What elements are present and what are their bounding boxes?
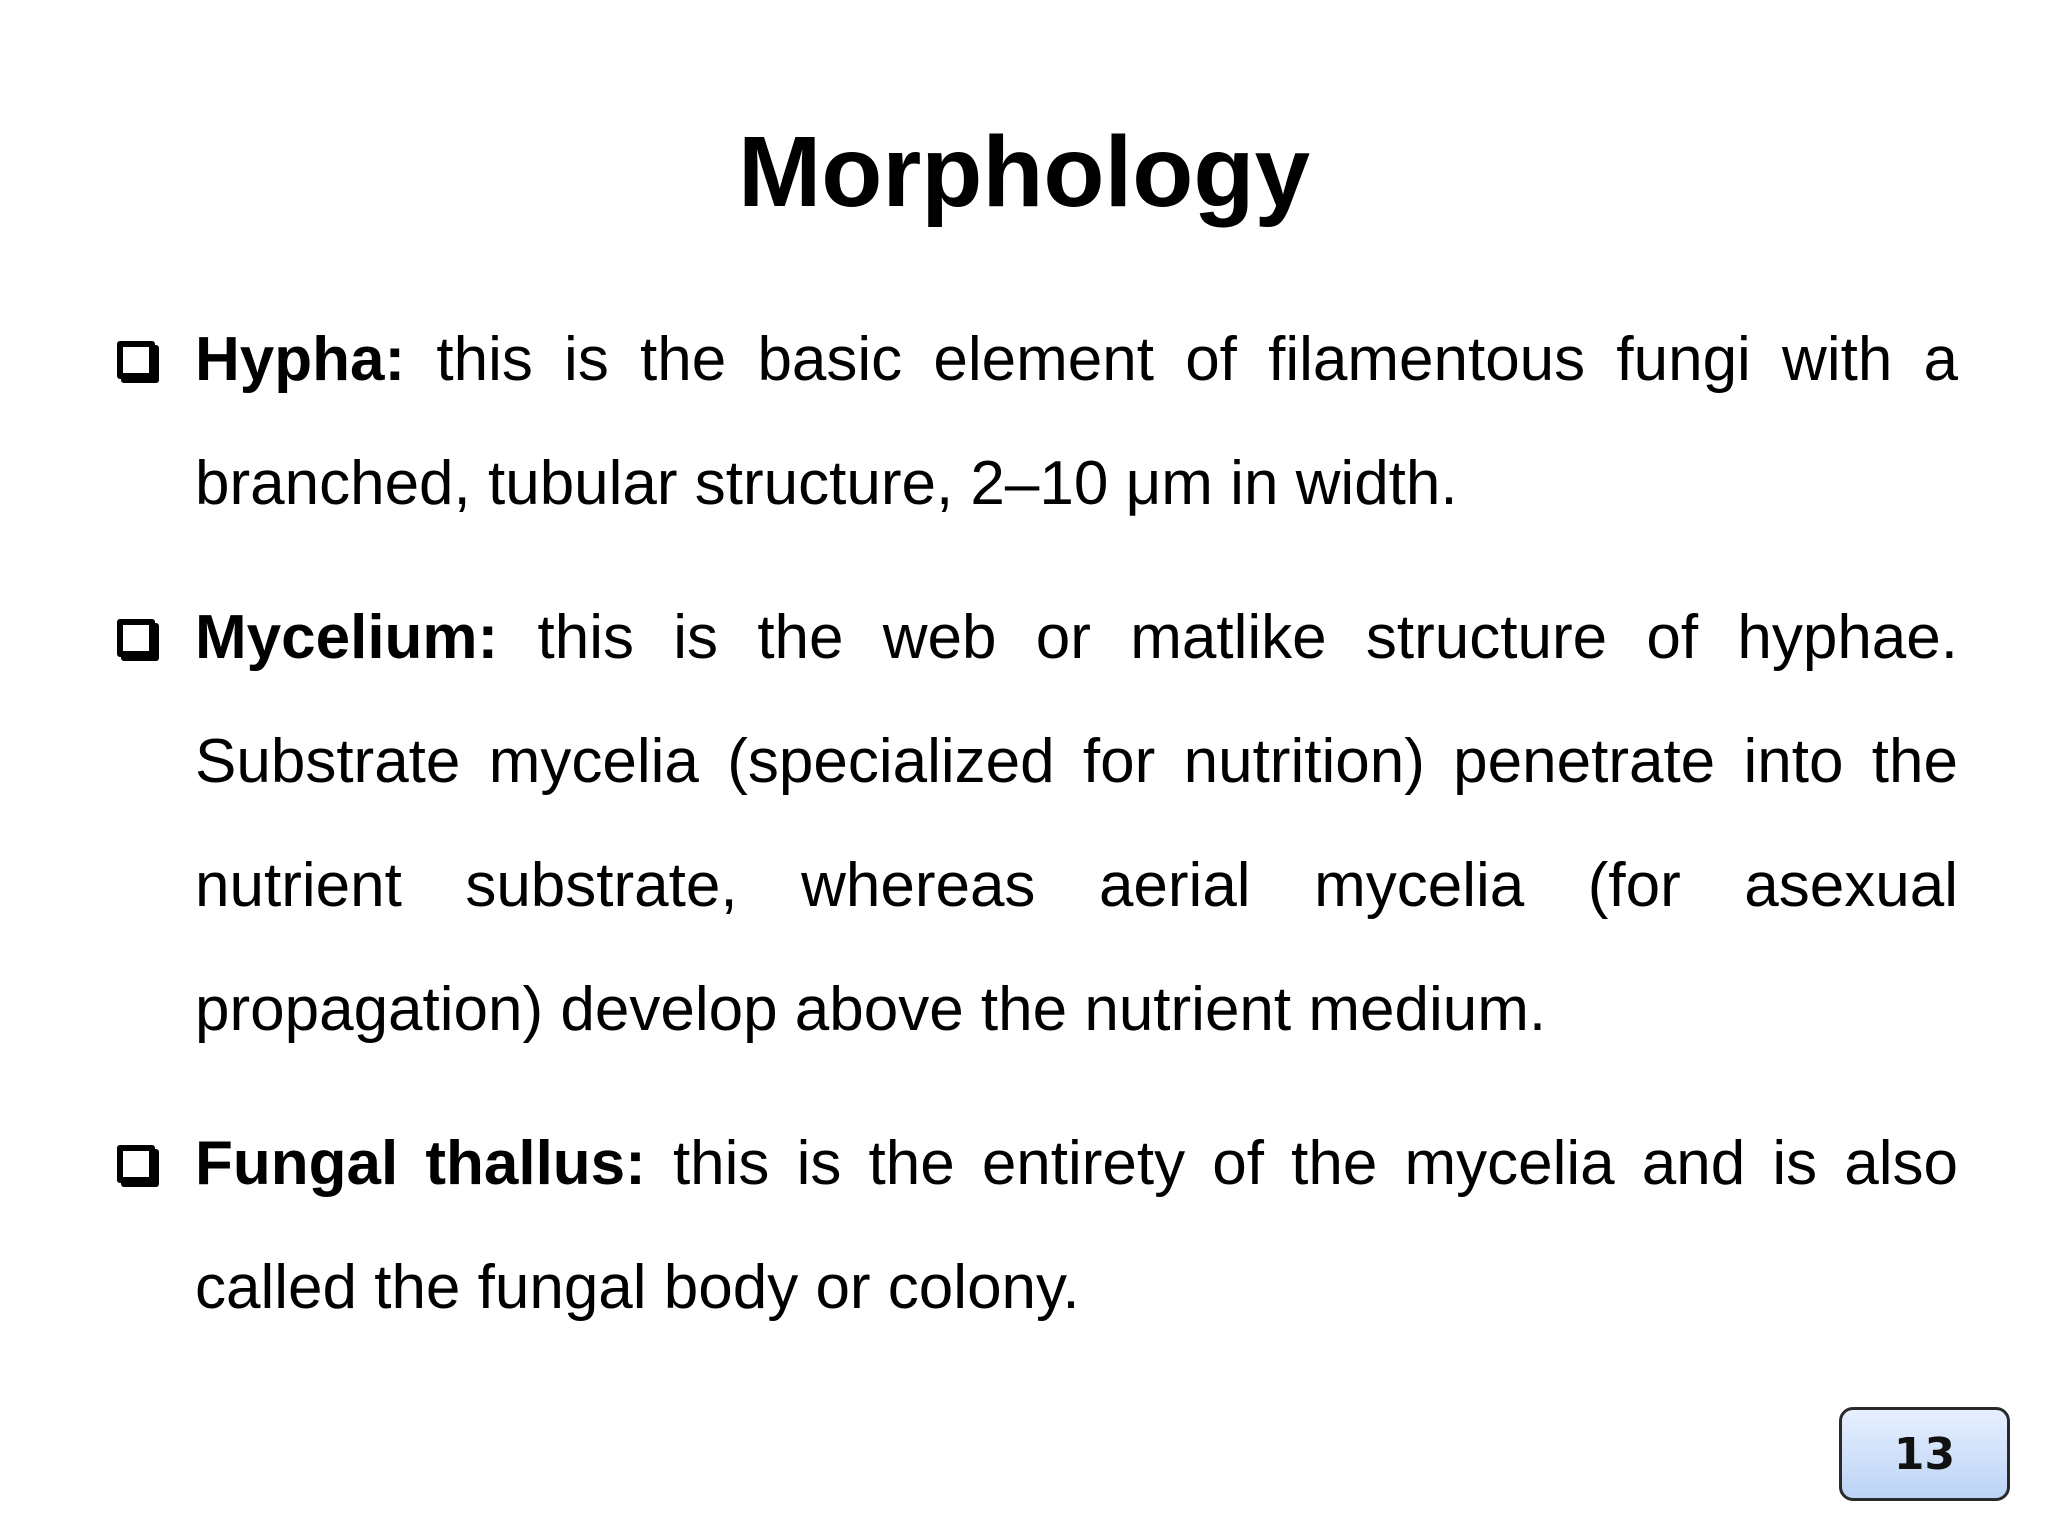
bullet-term: Fungal thallus:	[195, 1129, 646, 1198]
bullet-text: this is the web or matlike structure of hyphae. Substrate mycelia (specialized for nutrition) penetrate into the nutrient substrate, whereas aerial mycelia (for asexual propagation) develop above the nutrient medium.	[195, 603, 1958, 1044]
bullet-text: this is the basic element of filamentous fungi with a branched, tubular structure, 2–10 μm in width.	[195, 325, 1958, 518]
bullet-item-fungal-thallus	[115, 1102, 1958, 1350]
bullet-item-mycelium	[115, 576, 1958, 1072]
checkbox-bullet-icon	[117, 619, 155, 657]
bullet-list	[115, 298, 1958, 1380]
bullet-term: Mycelium:	[195, 603, 499, 672]
checkbox-bullet-icon	[117, 1145, 155, 1183]
checkbox-bullet-icon	[117, 341, 155, 379]
bullet-text: this is the entirety of the mycelia and is also called the fungal body or colony.	[195, 1129, 1958, 1322]
page-number-badge: 13	[1839, 1407, 2010, 1501]
bullet-item-hypha	[115, 298, 1958, 546]
slide-title: Morphology	[737, 116, 1311, 228]
bullet-term: Hypha:	[195, 325, 406, 394]
